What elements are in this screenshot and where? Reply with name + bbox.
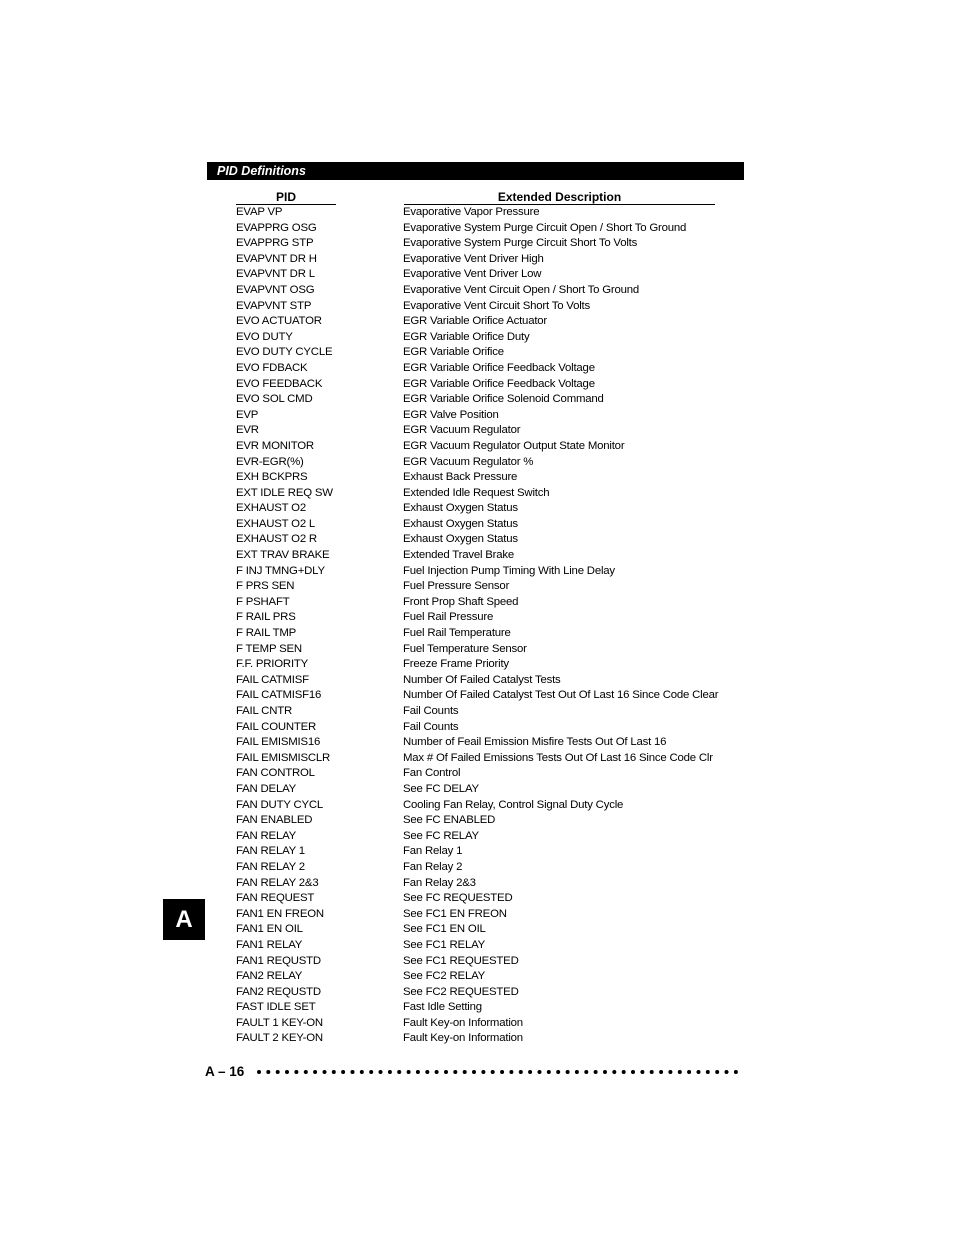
table-row <box>236 299 716 315</box>
table-row <box>236 501 716 517</box>
table-row <box>236 595 716 611</box>
pid-definition-list <box>236 205 719 1047</box>
pid-code: F RAIL TMP <box>236 627 297 640</box>
pid-code: FAULT 2 KEY-ON <box>236 1032 323 1045</box>
column-header-pid: PID <box>236 190 336 205</box>
pid-description: See FC REQUESTED <box>403 892 513 905</box>
page-number: A – 16 <box>205 1064 245 1079</box>
pid-description: Evaporative Vent Circuit Short To Volts <box>403 299 590 312</box>
pid-code: FAIL CATMISF16 <box>236 689 322 702</box>
table-row <box>236 907 716 923</box>
table-row <box>236 252 716 268</box>
pid-code: FAN ENABLED <box>236 814 313 827</box>
pid-description: Fan Relay 2&3 <box>403 876 476 889</box>
pid-code: EXT TRAV BRAKE <box>236 549 330 562</box>
section-header-bar <box>207 162 744 180</box>
leader-dot <box>379 1070 383 1074</box>
table-row <box>236 283 716 299</box>
pid-code: EVAPVNT DR H <box>236 252 317 265</box>
pid-description: Fault Key-on Information <box>403 1032 523 1045</box>
table-row <box>236 470 716 486</box>
leader-dot <box>528 1070 532 1074</box>
leader-dot <box>276 1070 280 1074</box>
pid-code: FAN RELAY 1 <box>236 845 305 858</box>
pid-description: Fail Counts <box>403 720 459 733</box>
pid-code: EVAPVNT STP <box>236 299 312 312</box>
table-row <box>236 486 716 502</box>
leader-dot <box>407 1070 411 1074</box>
leader-dot <box>659 1070 663 1074</box>
leader-dot <box>360 1070 364 1074</box>
pid-description: Extended Idle Request Switch <box>403 486 550 499</box>
pid-code: F PSHAFT <box>236 595 290 608</box>
pid-description: Freeze Frame Priority <box>403 658 509 671</box>
table-row <box>236 766 716 782</box>
table-row <box>236 626 716 642</box>
pid-description: EGR Variable Orifice Duty <box>403 330 530 343</box>
pid-description: See FC2 RELAY <box>403 970 486 983</box>
pid-code: FAIL COUNTER <box>236 720 317 733</box>
pid-description: EGR Variable Orifice Solenoid Command <box>403 393 604 406</box>
pid-code: FAN RELAY <box>236 829 297 842</box>
table-row <box>236 564 716 580</box>
table-row <box>236 844 716 860</box>
pid-description: See FC ENABLED <box>403 814 496 827</box>
table-row <box>236 345 716 361</box>
leader-dot <box>416 1070 420 1074</box>
pid-code: EXHAUST O2 R <box>236 533 317 546</box>
leader-dot <box>369 1070 373 1074</box>
table-row <box>236 657 716 673</box>
table-row <box>236 205 716 221</box>
pid-description: EGR Vacuum Regulator Output State Monitor <box>403 439 625 452</box>
table-row <box>236 891 716 907</box>
pid-description: Max # Of Failed Emissions Tests Out Of Last 16 Since Code Clr <box>403 751 713 764</box>
pid-description: Evaporative Vent Driver Low <box>403 268 542 281</box>
pid-code: FAIL EMISMIS16 <box>236 736 321 749</box>
table-row <box>236 1000 716 1016</box>
table-row <box>236 423 716 439</box>
table-row <box>236 829 716 845</box>
pid-description: Evaporative System Purge Circuit Short To Volts <box>403 237 638 250</box>
pid-description: Evaporative System Purge Circuit Open / Short To Ground <box>403 221 687 234</box>
leader-dot <box>257 1070 261 1074</box>
pid-description: EGR Vacuum Regulator % <box>403 455 534 468</box>
pid-description: See FC1 EN FREON <box>403 907 507 920</box>
pid-code: FAIL EMISMISCLR <box>236 751 331 764</box>
leader-dot <box>388 1070 392 1074</box>
pid-description: EGR Valve Position <box>403 408 499 421</box>
pid-code: FAN1 RELAY <box>236 938 303 951</box>
pid-code: FAULT 1 KEY-ON <box>236 1016 323 1029</box>
table-row <box>236 314 716 330</box>
leader-dot <box>734 1070 738 1074</box>
leader-dot <box>584 1070 588 1074</box>
table-row <box>236 517 716 533</box>
pid-code: FAN2 REQUSTD <box>236 985 321 998</box>
table-row <box>236 221 716 237</box>
leader-dot <box>640 1070 644 1074</box>
table-row <box>236 751 716 767</box>
pid-description: Fail Counts <box>403 705 459 717</box>
pid-description: See FC1 RELAY <box>403 938 486 951</box>
pid-description: Number of Feail Emission Misfire Tests Out Of Last 16 <box>403 736 667 749</box>
leader-dot <box>519 1070 523 1074</box>
column-header-description: Extended Description <box>404 190 715 205</box>
leader-dot <box>715 1070 719 1074</box>
leader-dot <box>266 1070 270 1074</box>
leader-dot <box>285 1070 289 1074</box>
leader-dot <box>566 1070 570 1074</box>
leader-dot <box>444 1070 448 1074</box>
pid-code: F RAIL PRS <box>236 611 296 624</box>
pid-description: See FC RELAY <box>403 829 479 842</box>
pid-code: FAN RELAY 2 <box>236 860 305 873</box>
leader-dot <box>575 1070 579 1074</box>
table-row <box>236 408 716 424</box>
leader-dot <box>472 1070 476 1074</box>
table-row <box>236 455 716 471</box>
pid-description: Fast Idle Setting <box>403 1001 482 1014</box>
leader-dot <box>725 1070 729 1074</box>
pid-description: Fuel Temperature Sensor <box>403 642 527 655</box>
table-row <box>236 922 716 938</box>
pid-code: FAN CONTROL <box>236 767 315 780</box>
pid-code: EVAPVNT DR L <box>236 268 315 281</box>
table-row <box>236 548 716 564</box>
leader-dot <box>323 1070 327 1074</box>
table-row <box>236 720 716 736</box>
pid-code: EVO DUTY <box>236 330 293 343</box>
table-row <box>236 735 716 751</box>
leader-dot <box>706 1070 710 1074</box>
pid-code: EVO FDBACK <box>236 361 308 374</box>
pid-description: EGR Vacuum Regulator <box>403 424 521 437</box>
pid-code: FAST IDLE SET <box>236 1001 316 1014</box>
table-row <box>236 532 716 548</box>
table-row <box>236 579 716 595</box>
table-row <box>236 938 716 954</box>
leader-dot <box>453 1070 457 1074</box>
pid-description: EGR Variable Orifice <box>403 346 504 359</box>
pid-description: Exhaust Oxygen Status <box>403 517 518 530</box>
pid-code: FAN RELAY 2&3 <box>236 876 319 889</box>
pid-code: EVO SOL CMD <box>236 393 313 406</box>
pid-code: FAN DELAY <box>236 782 297 795</box>
table-row <box>236 876 716 892</box>
table-row <box>236 673 716 689</box>
pid-description: Fan Control <box>403 767 461 780</box>
pid-description: Fault Key-on Information <box>403 1016 523 1029</box>
leader-dot <box>556 1070 560 1074</box>
table-row <box>236 860 716 876</box>
table-row <box>236 954 716 970</box>
pid-description: Cooling Fan Relay, Control Signal Duty Cycle <box>403 798 624 811</box>
pid-description: See FC1 EN OIL <box>403 923 486 936</box>
pid-code: FAN1 EN FREON <box>236 907 324 920</box>
pid-description: Evaporative Vapor Pressure <box>403 206 540 218</box>
pid-code: FAN2 RELAY <box>236 970 303 983</box>
pid-code: EVAP VP <box>236 206 283 218</box>
pid-code: EVO DUTY CYCLE <box>236 346 333 359</box>
leader-dot <box>435 1070 439 1074</box>
leader-dot <box>341 1070 345 1074</box>
pid-code: EVO FEEDBACK <box>236 377 323 390</box>
leader-dot <box>594 1070 598 1074</box>
pid-code: EVR MONITOR <box>236 439 314 452</box>
pid-description: EGR Variable Orifice Actuator <box>403 315 548 328</box>
pid-description: Number Of Failed Catalyst Tests <box>403 673 561 686</box>
table-row <box>236 361 716 377</box>
leader-dot <box>612 1070 616 1074</box>
leader-dot <box>491 1070 495 1074</box>
leader-dot <box>463 1070 467 1074</box>
pid-description: EGR Variable Orifice Feedback Voltage <box>403 361 595 374</box>
pid-description: Fuel Rail Temperature <box>403 627 511 640</box>
table-row <box>236 782 716 798</box>
table-row <box>236 813 716 829</box>
pid-description: Fuel Rail Pressure <box>403 611 494 624</box>
leader-dot <box>697 1070 701 1074</box>
leader-dot <box>668 1070 672 1074</box>
leader-dot <box>500 1070 504 1074</box>
table-row <box>236 1016 716 1032</box>
table-row <box>236 969 716 985</box>
leader-dot <box>603 1070 607 1074</box>
pid-code: FAN REQUEST <box>236 892 315 905</box>
pid-code: EVAPPRG STP <box>236 237 314 250</box>
pid-code: F INJ TMNG+DLY <box>236 564 325 577</box>
pid-code: EVAPVNT OSG <box>236 283 315 296</box>
pid-code: FAN DUTY CYCL <box>236 798 324 811</box>
table-row <box>236 236 716 252</box>
pid-code: EVR-EGR(%) <box>236 455 304 468</box>
pid-description: Extended Travel Brake <box>403 549 515 562</box>
pid-code: EXHAUST O2 L <box>236 517 316 530</box>
pid-code: FAIL CATMISF <box>236 673 309 686</box>
pid-description: Fuel Pressure Sensor <box>403 580 510 593</box>
pid-code: EXHAUST O2 <box>236 502 306 515</box>
table-row <box>236 642 716 658</box>
table-row <box>236 985 716 1001</box>
table-row <box>236 1031 716 1047</box>
pid-code: EVR <box>236 424 259 437</box>
table-row <box>236 330 716 346</box>
pid-description: Evaporative Vent Driver High <box>403 252 544 265</box>
table-row <box>236 704 716 720</box>
pid-description: Evaporative Vent Circuit Open / Short To Ground <box>403 283 640 296</box>
pid-code: FAIL CNTR <box>236 705 293 717</box>
pid-description: See FC2 REQUESTED <box>403 985 519 998</box>
leader-dot <box>509 1070 513 1074</box>
footer-dot-leader <box>256 1063 741 1081</box>
leader-dot <box>631 1070 635 1074</box>
table-row <box>236 798 716 814</box>
pid-description: Exhaust Oxygen Status <box>403 533 518 546</box>
table-row <box>236 610 716 626</box>
table-row <box>236 688 719 704</box>
pid-code: FAN1 EN OIL <box>236 923 303 936</box>
pid-code: F TEMP SEN <box>236 642 302 655</box>
pid-code: EVO ACTUATOR <box>236 315 322 328</box>
leader-dot <box>481 1070 485 1074</box>
pid-code: EXT IDLE REQ SW <box>236 486 333 499</box>
table-row <box>236 267 716 283</box>
table-row <box>236 377 716 393</box>
pid-description: See FC DELAY <box>403 782 479 795</box>
pid-code: EVAPPRG OSG <box>236 221 317 234</box>
leader-dot <box>687 1070 691 1074</box>
leader-dot <box>622 1070 626 1074</box>
leader-dot <box>313 1070 317 1074</box>
pid-description: Fan Relay 1 <box>403 845 463 858</box>
leader-dot <box>397 1070 401 1074</box>
pid-description: Exhaust Oxygen Status <box>403 502 518 515</box>
pid-code: FAN1 REQUSTD <box>236 954 321 967</box>
pid-description: Front Prop Shaft Speed <box>403 595 519 608</box>
table-row <box>236 439 716 455</box>
leader-dot <box>294 1070 298 1074</box>
section-title: PID Definitions <box>217 164 306 178</box>
pid-code: EXH BCKPRS <box>236 471 308 484</box>
table-row <box>236 392 716 408</box>
leader-dot <box>351 1070 355 1074</box>
leader-dot <box>304 1070 308 1074</box>
leader-dot <box>678 1070 682 1074</box>
appendix-tab-marker: A <box>163 899 205 940</box>
pid-description: Fuel Injection Pump Timing With Line Delay <box>403 564 615 577</box>
pid-description: Exhaust Back Pressure <box>403 471 518 484</box>
pid-description: See FC1 REQUESTED <box>403 954 519 967</box>
leader-dot <box>425 1070 429 1074</box>
leader-dot <box>332 1070 336 1074</box>
pid-code: EVP <box>236 408 259 421</box>
pid-description: Fan Relay 2 <box>403 860 463 873</box>
pid-code: F PRS SEN <box>236 580 295 593</box>
pid-description: EGR Variable Orifice Feedback Voltage <box>403 377 595 390</box>
leader-dot <box>538 1070 542 1074</box>
pid-description: Number Of Failed Catalyst Test Out Of Last 16 Since Code Clear <box>403 689 719 702</box>
leader-dot <box>650 1070 654 1074</box>
leader-dot <box>547 1070 551 1074</box>
pid-code: F.F. PRIORITY <box>236 658 309 671</box>
